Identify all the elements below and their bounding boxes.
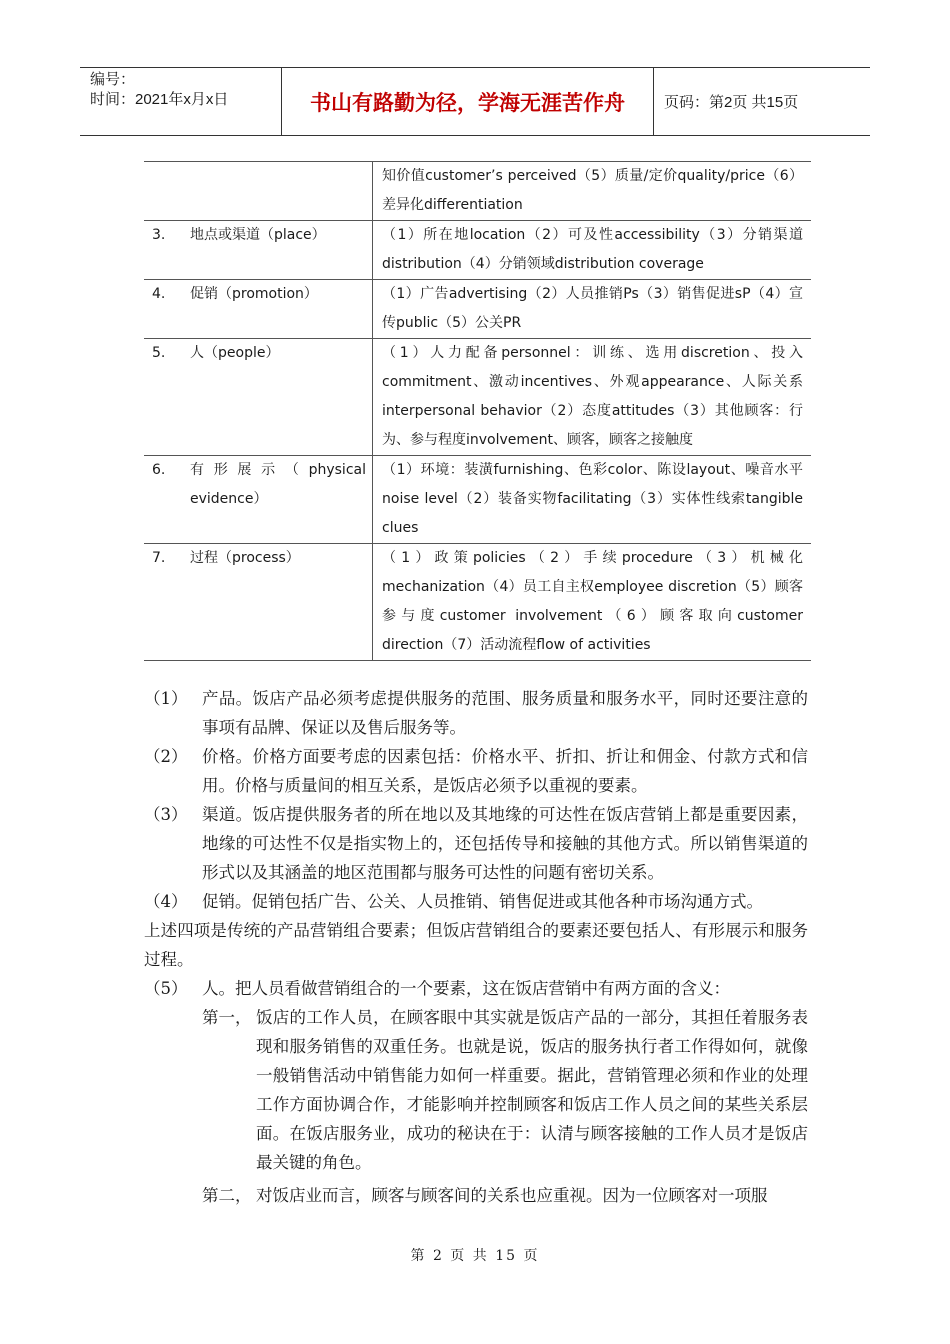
sub-text: 饭店的工作人员，在顾客眼中其实就是饭店产品的一部分，其担任着服务表现和服务销售的双重任务。也就是说，饭店的服务执行者工作得如何，就像一般销售活动中销售能力如何一样重要。据此，营销管理必须和作业的处理工作方面协调合作，才能影响并控制顾客和饭店工作人员之间的某些关系层面。在饭店服务业，成功的秘诀在于：认清与顾客接触的工作人员才是饭店最关键的角色。: [256, 1008, 808, 1172]
page-header: [80, 67, 870, 136]
summary-paragraph: 上述四项是传统的产品营销组合要素；但饭店营销组合的要素还要包括人、有形展示和服务过程。: [144, 921, 808, 969]
list-text: 人。把人员看做营销组合的一个要素，这在饭店营销中有两方面的含义：: [202, 979, 730, 998]
row-number: [144, 162, 190, 221]
sub-marker: 第一，: [202, 1008, 252, 1027]
list-text: 价格。价格方面要考虑的因素包括：价格水平、折扣、折让和佣金、付款方式和信用。价格与质量间的相互关系，是饭店必须予以重视的要素。: [202, 747, 808, 795]
list-marker: （4）: [144, 892, 188, 911]
row-number: 7.: [144, 544, 190, 661]
table-row: [144, 544, 811, 661]
list-text: 促销。促销包括广告、公关、人员推销、销售促进或其他各种市场沟通方式。: [202, 892, 763, 911]
header-page-code: 页码：第2页 共15页: [664, 94, 799, 111]
list-item: [144, 742, 808, 800]
row-description: （1）环境：装潢furnishing、色彩color、陈设layout、噪音水平noise level（2）装备实物facilitating（3）实体性线索tangible clues: [373, 456, 812, 544]
marketing-mix-table: [144, 161, 811, 661]
row-number: 6.: [144, 456, 190, 544]
row-element: 有形展示（physical evidence）: [190, 456, 373, 544]
table-row: [144, 162, 811, 221]
row-element: 地点或渠道（place）: [190, 221, 373, 280]
list-item: [144, 800, 808, 887]
list-item: [144, 974, 808, 1003]
sub-text: 对饭店业而言，顾客与顾客间的关系也应重视。因为一位顾客对一项服: [256, 1186, 768, 1205]
row-description: （1）所在地location（2）可及性accessibility（3）分销渠道distribution（4）分销领域distribution coverage: [373, 221, 812, 280]
header-meta: [80, 68, 282, 135]
body-text: [144, 684, 808, 1210]
table-row: [144, 280, 811, 339]
sub-item: [144, 1181, 808, 1210]
row-element: 人（people）: [190, 339, 373, 456]
sub-marker: 第二，: [202, 1186, 252, 1205]
list-item: [144, 684, 808, 742]
row-description: 知价值customer’s perceived（5）质量/定价quality/price（6）差异化differentiation: [373, 162, 812, 221]
row-element: 促销（promotion）: [190, 280, 373, 339]
row-number: 4.: [144, 280, 190, 339]
row-element: [190, 162, 373, 221]
list-marker: （2）: [144, 747, 188, 766]
row-description: （1）政策policies（2）手续procedure（3）机械化mechanization（4）员工自主权employee discretion（5）顾客参与度customer involvement（6）顾客取向customer direction（7）活动流程flow of activities: [373, 544, 812, 661]
header-motto: 书山有路勤为径，学海无涯苦作舟: [282, 68, 654, 135]
page-footer: 第 2 页 共 15 页: [410, 1248, 540, 1264]
list-marker: （5）: [144, 979, 188, 998]
row-element: 过程（process）: [190, 544, 373, 661]
list-marker: （3）: [144, 805, 188, 824]
header-time-label: 时间：2021年x月x日: [90, 91, 229, 108]
row-description: （1）人力配备personnel：训练、选用discretion、投入commitment、激动incentives、外观appearance、人际关系interpersonal behavior（2）态度attitudes（3）其他顾客：行为、参与程度involvement、顾客，顾客之接触度: [373, 339, 812, 456]
list-text: 渠道。饭店提供服务者的所在地以及其地缘的可达性在饭店营销上都是重要因素，地缘的可达性不仅是指实物上的，还包括传导和接触的其他方式。所以销售渠道的形式以及其涵盖的地区范围都与服务可达性的问题有密切关系。: [202, 805, 808, 882]
row-number: 5.: [144, 339, 190, 456]
list-item: [144, 887, 808, 916]
table-row: [144, 456, 811, 544]
list-text: 产品。饭店产品必须考虑提供服务的范围、服务质量和服务水平，同时还要注意的事项有品牌、保证以及售后服务等。: [202, 689, 808, 737]
row-description: （1）广告advertising（2）人员推销Ps（3）销售促进sP（4）宣传public（5）公关PR: [373, 280, 812, 339]
table-row: [144, 339, 811, 456]
row-number: 3.: [144, 221, 190, 280]
sub-item: [144, 1003, 808, 1177]
list-marker: （1）: [144, 689, 188, 708]
table-row: [144, 221, 811, 280]
header-number-label: 编号：: [90, 71, 136, 88]
